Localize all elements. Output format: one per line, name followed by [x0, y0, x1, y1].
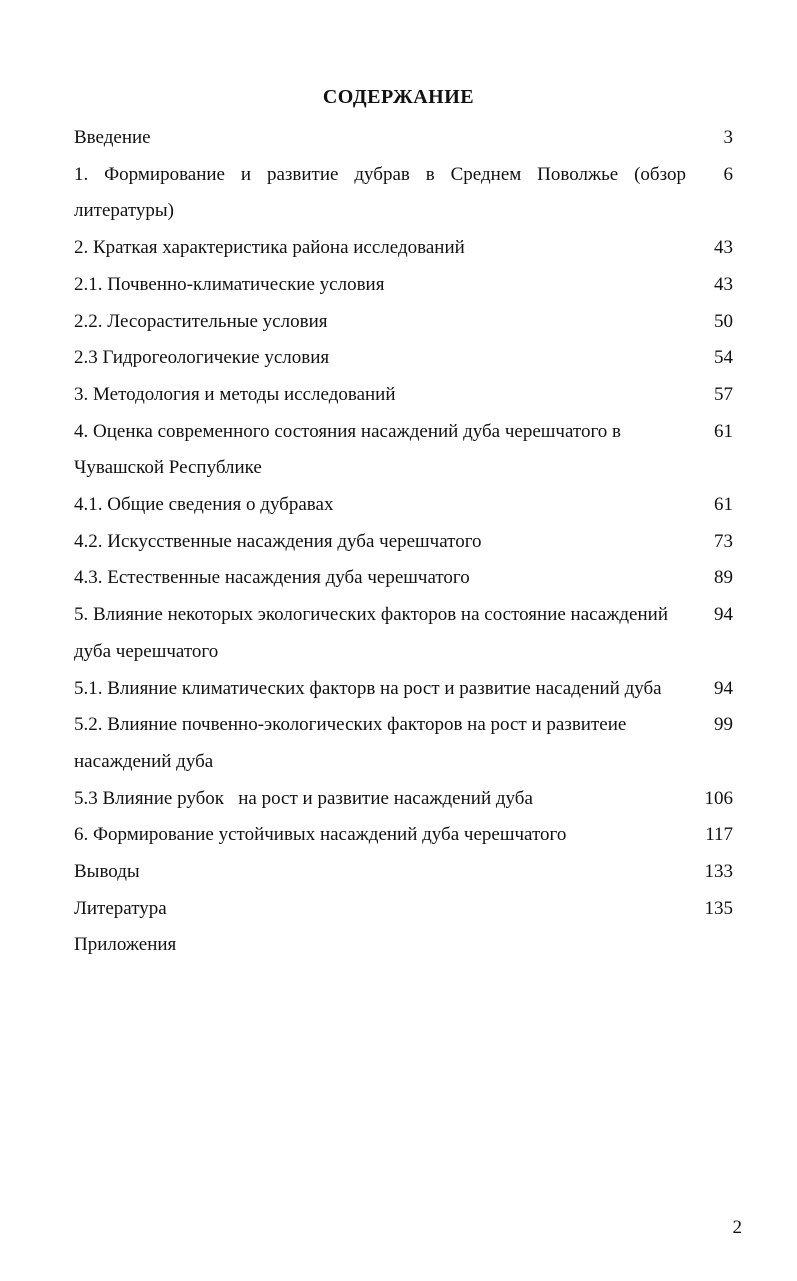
- toc-entry-chapter-1: [74, 157, 738, 230]
- toc-entry-text: 4.3. Естественные насаждения дуба черешчатого: [74, 567, 470, 589]
- toc-entry-introduction: [74, 120, 738, 157]
- toc-entry-page: 94: [714, 677, 733, 699]
- toc-entry-chapter-6: [74, 817, 738, 854]
- toc-entry-conclusions: [74, 854, 738, 891]
- toc-entry-page: 6: [723, 163, 733, 185]
- toc-entry-text: 4.1. Общие сведения о дубравах: [74, 494, 334, 516]
- toc-entry-text: Выводы: [74, 861, 140, 883]
- toc-entry-page: 117: [705, 824, 733, 846]
- toc-entry-text: 2.3 Гидрогеологичекие условия: [74, 347, 330, 369]
- toc-entry-section-5-1: [74, 671, 738, 708]
- toc-entry-text: 5. Влияние некоторых экологических факторов на состояние насаждений дуба черешчатого: [74, 604, 668, 662]
- toc-entry-page: 89: [714, 567, 733, 589]
- toc-entry-text: 5.1. Влияние климатических факторв на рост и развитие насадений дуба: [74, 677, 662, 699]
- toc-entry-page: 54: [714, 347, 733, 369]
- toc-entry-section-5-2: [74, 707, 738, 780]
- toc-entry-section-5-3: [74, 781, 738, 818]
- toc-entry-page: 94: [714, 604, 733, 626]
- toc-entry-text: 4.2. Искусственные насаждения дуба черешчатого: [74, 530, 482, 552]
- toc-entry-section-2-1: [74, 267, 738, 304]
- toc-entry-text: 2.2. Лесорастительные условия: [74, 310, 328, 332]
- toc-entry-chapter-5: [74, 597, 738, 670]
- toc-entry-chapter-2: [74, 230, 738, 267]
- page-title: СОДЕРЖАНИЕ: [322, 86, 475, 108]
- toc-entry-text: 2.1. Почвенно-климатические условия: [74, 273, 385, 295]
- toc-entry-page: 73: [714, 530, 733, 552]
- toc-entry-text: 5.3 Влияние рубок на рост и развитие насаждений дуба: [74, 787, 533, 809]
- toc-entry-section-4-1: [74, 487, 738, 524]
- table-of-contents: [74, 120, 738, 964]
- toc-entry-page: 43: [714, 273, 733, 295]
- toc-entry-page: 3: [723, 127, 733, 148]
- toc-entry-text: Введение: [74, 127, 151, 148]
- toc-entry-page: 133: [704, 861, 733, 883]
- toc-entry-chapter-4: [74, 414, 738, 487]
- toc-entry-text: Приложения: [74, 934, 177, 956]
- toc-entry-references: [74, 891, 738, 928]
- toc-entry-text: 4. Оценка современного состояния насаждений дуба черешчатого в Чувашской Республике: [74, 420, 622, 479]
- toc-entry-section-4-3: [74, 560, 738, 597]
- toc-entry-text: Литература: [74, 897, 167, 919]
- toc-entry-page: 106: [704, 787, 733, 809]
- toc-entry-page: 50: [714, 310, 733, 332]
- toc-entry-appendices: [74, 927, 738, 964]
- toc-entry-text: 5.2. Влияние почвенно-экологических факторов на рост и развитеие насаждений дуба: [74, 714, 627, 772]
- toc-entry-page: 43: [714, 237, 733, 259]
- toc-entry-section-2-3: [74, 340, 738, 377]
- toc-entry-page: 61: [714, 494, 733, 516]
- toc-entry-text: 1. Формирование и развитие дубрав в Среднем Поволжье (обзор литературы): [74, 163, 686, 222]
- toc-entry-page: 99: [714, 714, 733, 736]
- page-number: 2: [732, 1217, 742, 1238]
- toc-entry-page: 135: [704, 897, 733, 919]
- toc-entry-text: 3. Методология и методы исследований: [74, 383, 396, 405]
- toc-entry-page: 57: [714, 383, 733, 405]
- toc-entry-text: 2. Краткая характеристика района исследований: [74, 237, 465, 259]
- toc-entry-page: 61: [714, 420, 733, 442]
- toc-entry-text: 6. Формирование устойчивых насаждений дуба черешчатого: [74, 824, 567, 846]
- toc-entry-section-2-2: [74, 304, 738, 341]
- toc-entry-chapter-3: [74, 377, 738, 414]
- toc-entry-section-4-2: [74, 524, 738, 561]
